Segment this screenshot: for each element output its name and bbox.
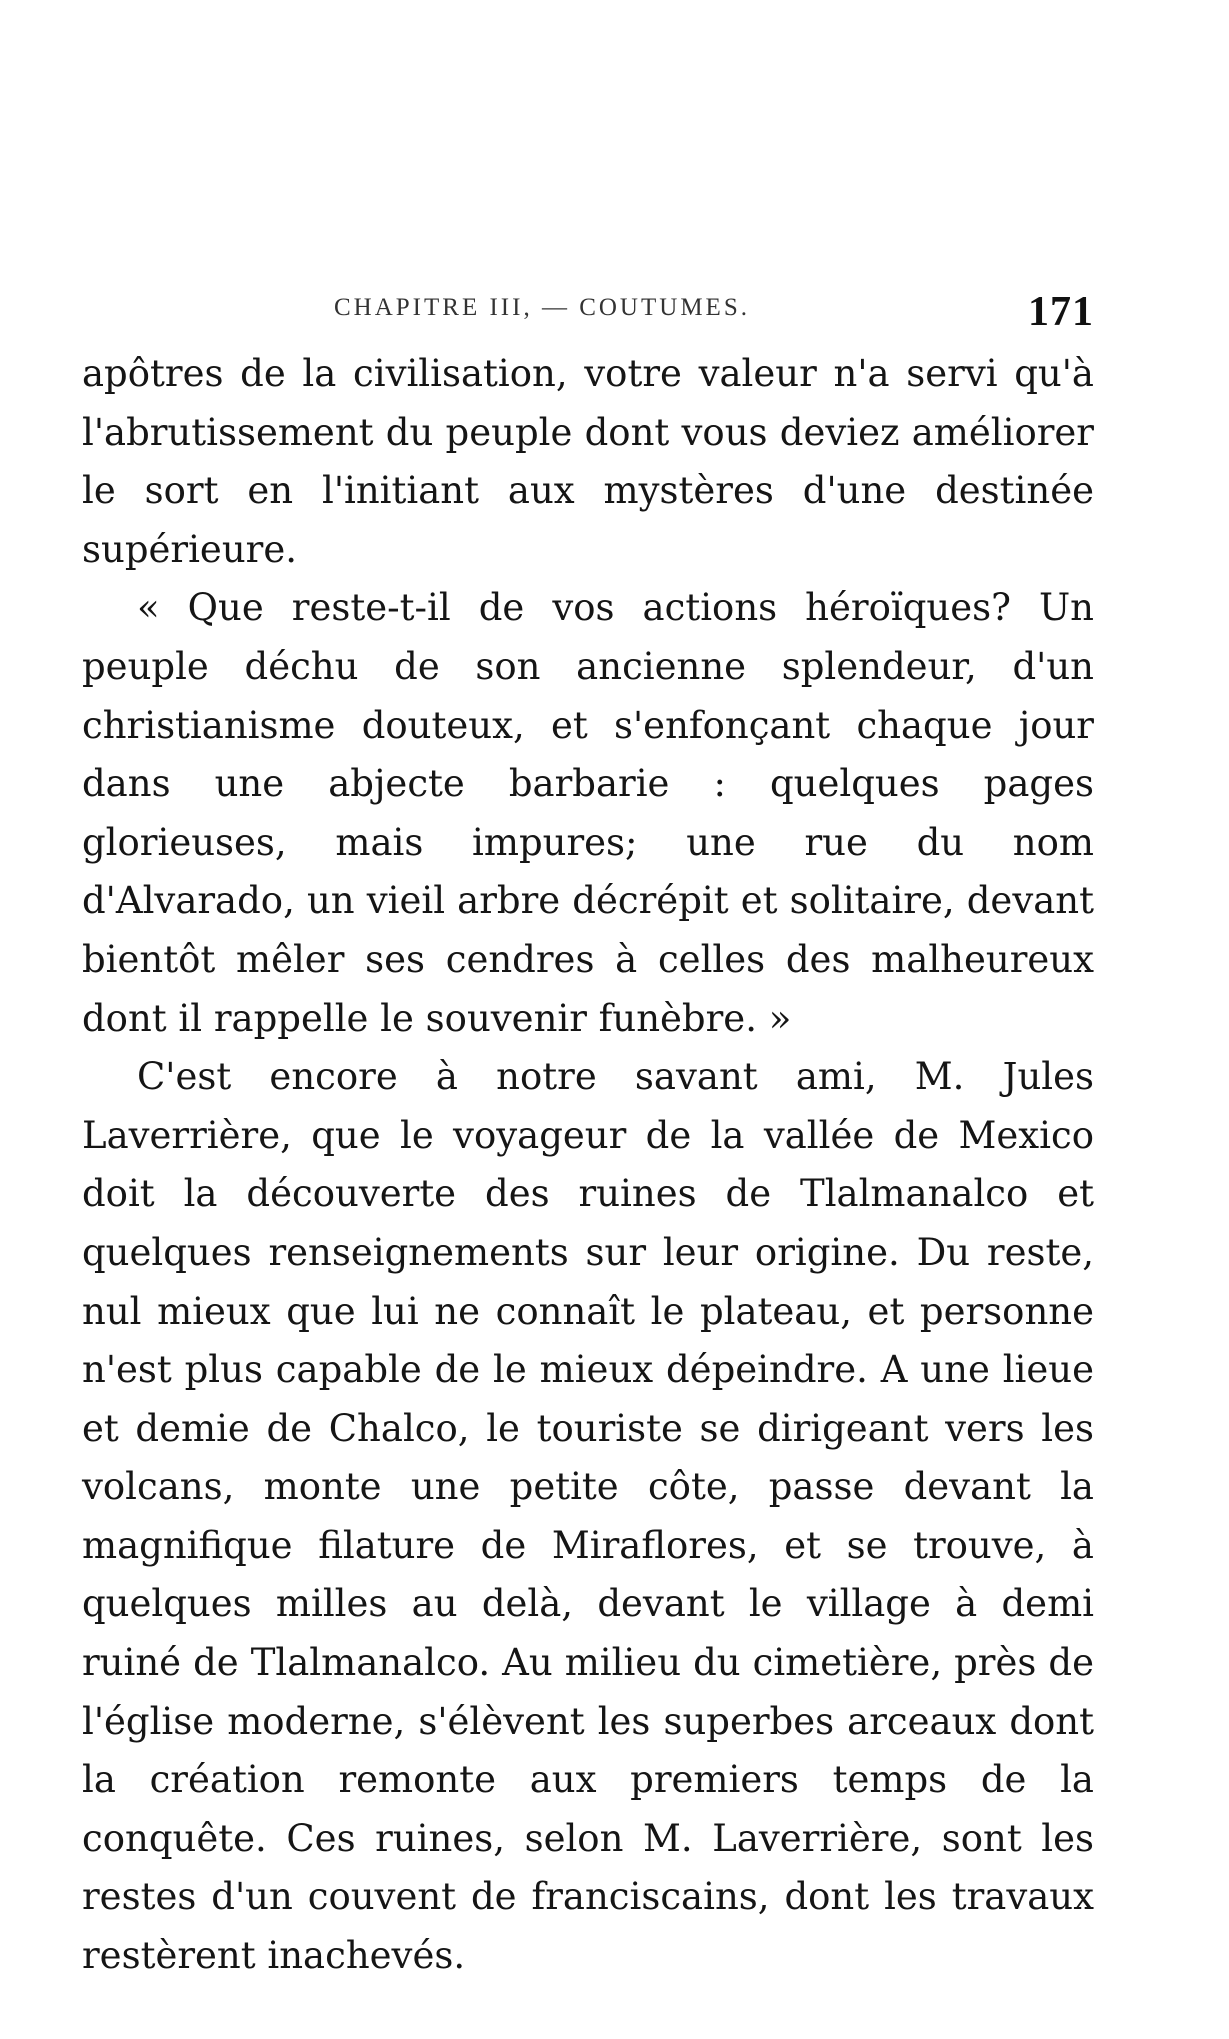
paragraph-continued: apôtres de la civilisation, votre valeur n'a servi qu'à l'abrutissement du peuple dont vous deviez améliorer le sort en l'initiant aux mystères d'une destinée supérieure. [82, 352, 1094, 571]
paragraph-tlalmanalco: C'est encore à notre savant ami, M. Jules Laverrière, que le voyageur de la vallée de Mexico doit la découverte des ruines de Tlalmanalco et quelques renseignements sur leur origine. Du reste, nul mieux que lui ne connaît le plateau, et personne n'est plus capable de le mieux dépeindre. A une lieue et demie de Chalco, le touriste se dirigeant vers les volcans, monte une petite côte, passe devant la magnifique filature de Miraflores, et se trouve, à quelques milles au delà, devant le village à demi ruiné de Tlalmanalco. Au milieu du cimetière, près de l'église moderne, s'élèvent les superbes arceaux dont la création remonte aux premiers temps de la conquête. Ces ruines, selon M. Laverrière, sont les restes d'un couvent de franciscains, dont les travaux restèrent inachevés. [82, 1055, 1094, 1978]
paragraph-quotation: « Que reste-t-il de vos actions héroïques? Un peuple déchu de son ancienne splendeur, d'un christianisme douteux, et s'enfonçant chaque jour dans une abjecte barbarie : quelques pages glorieuses, mais impures; une rue du nom d'Alvarado, un vieil arbre décrépit et solitaire, devant bientôt mêler ses cendres à celles des malheureux dont il rappelle le souvenir funèbre. » [82, 586, 1094, 1040]
page-number: 171 [1028, 289, 1094, 335]
running-head: CHAPITRE III, — COUTUMES. [334, 294, 750, 321]
body-text [82, 345, 1094, 1986]
page-header [82, 288, 1094, 338]
